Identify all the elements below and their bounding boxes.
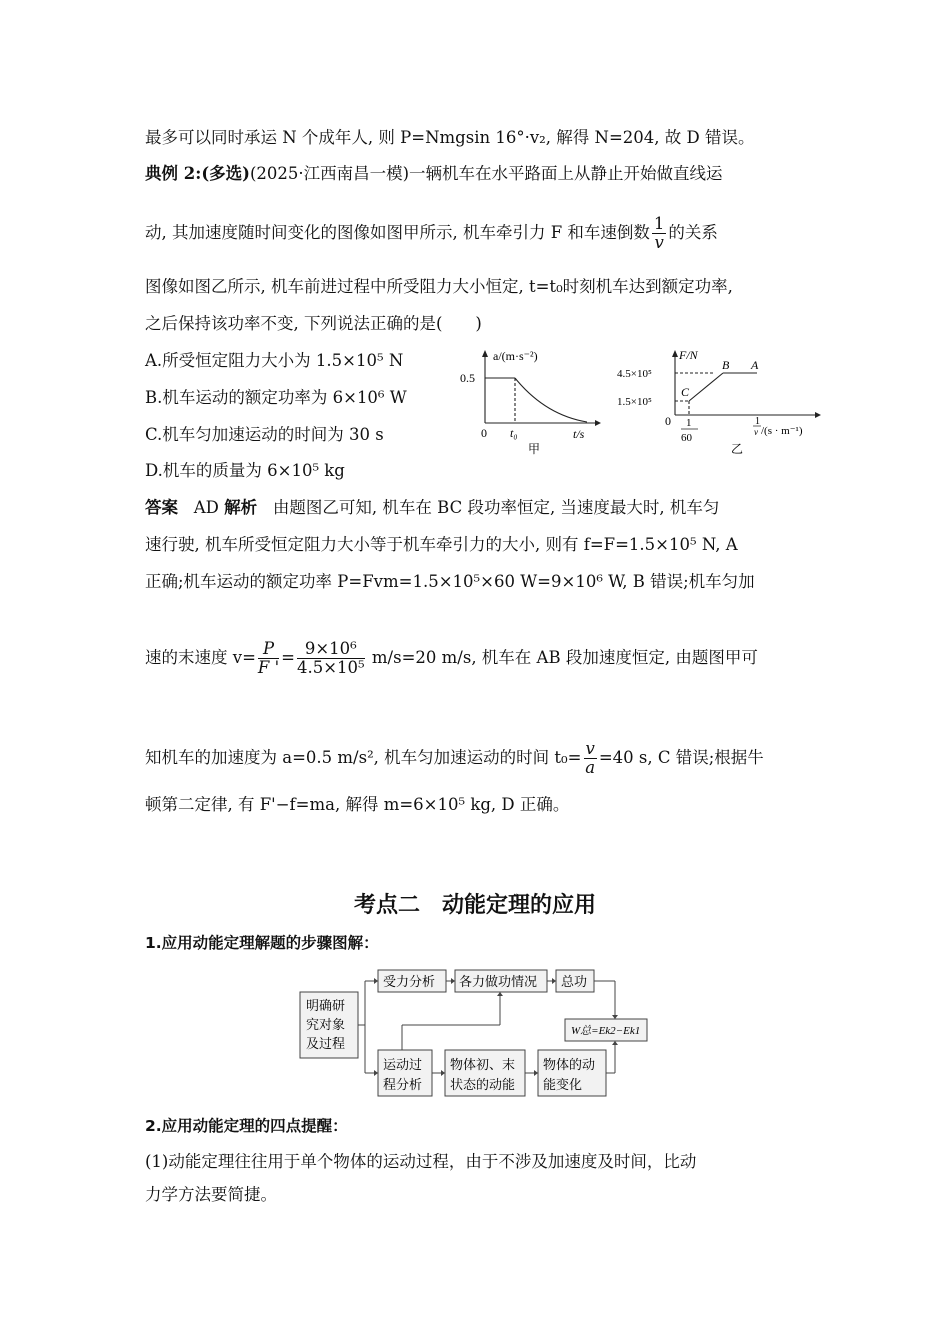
yi-xlabel-unit: /(s · m⁻¹) — [761, 425, 803, 437]
frac-denominator: 4.5×10⁵ — [296, 658, 365, 677]
yi-xlabel-den: v — [754, 427, 758, 437]
option-d: D.机车的质量为 6×10⁵ kg — [145, 461, 345, 480]
graph-yi — [615, 345, 830, 460]
jia-caption: 甲 — [528, 442, 541, 456]
line-2 — [145, 163, 723, 185]
answer-line-2: 速行驶, 机车所受恒定阻力大小等于机车牵引力的大小, 则有 f=F=1.5×10⁵ N, A — [145, 535, 738, 554]
yi-ytick-high: 4.5×10⁵ — [617, 368, 652, 380]
flow-force: 受力分析 — [383, 975, 436, 990]
section-heading-1: 1.应用动能定理解题的步骤图解： — [145, 934, 379, 952]
yi-ylabel: F/N — [679, 348, 698, 362]
line-3 — [145, 215, 718, 252]
answer-line-3: 正确;机车运动的额定功率 P=Fvm=1.5×10⁵×60 W=9×10⁶ W, B 错误;机车匀加 — [145, 572, 755, 591]
example-label: 典例 2:(多选) — [145, 164, 250, 183]
v-over-a-fraction — [584, 740, 597, 777]
analysis-label: 解析 — [224, 498, 258, 517]
flow-start-2: 究对象 — [306, 1018, 346, 1033]
jia-xtick: t₀ — [510, 426, 518, 440]
answer-value: AD — [193, 498, 219, 517]
flow-total: 总功 — [561, 975, 588, 990]
flow-work: 各力做功情况 — [459, 975, 538, 990]
line-1: 最多可以同时承运 N 个成年人, 则 P=Nmgsin 16°·v₂, 解得 N=204, 故 D 错误。 — [145, 128, 755, 147]
yi-point-c: C — [681, 385, 690, 399]
example-source: (2025·江西南昌一模)一辆机车在水平路面上从静止开始做直线运 — [249, 164, 723, 183]
frac-v: v — [585, 739, 595, 758]
fraction-denominator: v — [654, 233, 664, 252]
yi-point-b: B — [722, 358, 730, 372]
jia-ylabel: a/(m·s⁻²) — [493, 349, 538, 363]
answer-label: 答案 — [145, 498, 178, 517]
flow-start-1: 明确研 — [306, 999, 346, 1014]
frac-numerator: 9×10⁶ — [297, 640, 365, 659]
flow-motion-1: 运动过 — [383, 1058, 423, 1073]
graph-jia — [455, 345, 605, 460]
yi-xtick-den: 60 — [681, 432, 692, 444]
flow-formula: W总=Ek2−Ek1 — [571, 1025, 641, 1037]
answer-line-6: 顿第二定律, 有 F'−f=ma, 解得 m=6×10⁵ kg, D 正确。 — [145, 795, 570, 814]
inverse-v-fraction — [652, 215, 667, 252]
answer-5-pre: 知机车的加速度为 a=0.5 m/s², 机车匀加速运动的时间 t₀= — [145, 748, 582, 767]
fraction-numerator: 1 — [653, 214, 665, 233]
answer-5-post: =40 s, C 错误;根据牛 — [598, 748, 764, 767]
yi-xtick-num: 1 — [686, 417, 692, 429]
reminder-line-2: 力学方法要简捷。 — [145, 1185, 277, 1204]
jia-origin: 0 — [481, 426, 487, 440]
frac-f: F ' — [257, 658, 280, 677]
flow-change-1: 物体的动 — [543, 1058, 596, 1073]
answer-4-post: m/s=20 m/s, 机车在 AB 段加速度恒定, 由题图甲可 — [371, 648, 758, 667]
frac-a: a — [585, 758, 596, 777]
jia-xlabel: t/s — [573, 427, 585, 441]
flow-diagram — [295, 962, 660, 1102]
flow-state-1: 物体初、末 — [450, 1058, 516, 1073]
answer-4-eq: = — [281, 648, 295, 667]
flow-motion-2: 程分析 — [383, 1078, 423, 1093]
reminder-line-1: (1)动能定理往往用于单个物体的运动过程，由于不涉及加速度及时间，比动 — [145, 1152, 697, 1171]
section-title: 考点二 动能定理的应用 — [353, 893, 596, 918]
flow-change-2: 能变化 — [543, 1078, 583, 1093]
numeric-fraction — [297, 640, 365, 677]
yi-xlabel-num: 1 — [755, 416, 760, 427]
answer-4-pre: 速的末速度 v= — [145, 648, 256, 667]
section-heading-2: 2.应用动能定理的四点提醒： — [145, 1117, 348, 1135]
answer-line-1 — [145, 497, 719, 519]
flow-start-3: 及过程 — [306, 1037, 346, 1052]
p-over-f-fraction — [258, 640, 279, 677]
option-a: A.所受恒定阻力大小为 1.5×10⁵ N — [145, 351, 404, 370]
option-b: B.机车运动的额定功率为 6×10⁶ W — [145, 388, 407, 407]
line-5: 之后保持该功率不变, 下列说法正确的是( ) — [145, 314, 482, 333]
answer-line-5 — [145, 740, 764, 777]
answer-line-4 — [145, 640, 758, 677]
line-3-text-b: 的关系 — [668, 223, 718, 242]
yi-point-a: A — [751, 358, 759, 372]
option-c: C.机车匀加速运动的时间为 30 s — [145, 425, 384, 444]
yi-origin: 0 — [665, 414, 671, 428]
answer-text-1: 由题图乙可知, 机车在 BC 段功率恒定, 当速度最大时, 机车匀 — [272, 498, 720, 517]
flow-state-2: 状态的动能 — [450, 1078, 516, 1093]
line-3-text-a: 动, 其加速度随时间变化的图像如图甲所示, 机车牵引力 F 和车速倒数 — [145, 223, 650, 242]
yi-ytick-low: 1.5×10⁵ — [617, 396, 652, 408]
frac-p: P — [258, 640, 279, 659]
yi-caption: 乙 — [731, 442, 744, 456]
jia-ytick: 0.5 — [460, 371, 475, 385]
line-4: 图像如图乙所示, 机车前进过程中所受阻力大小恒定, t=t₀时刻机车达到额定功率, — [145, 277, 733, 296]
